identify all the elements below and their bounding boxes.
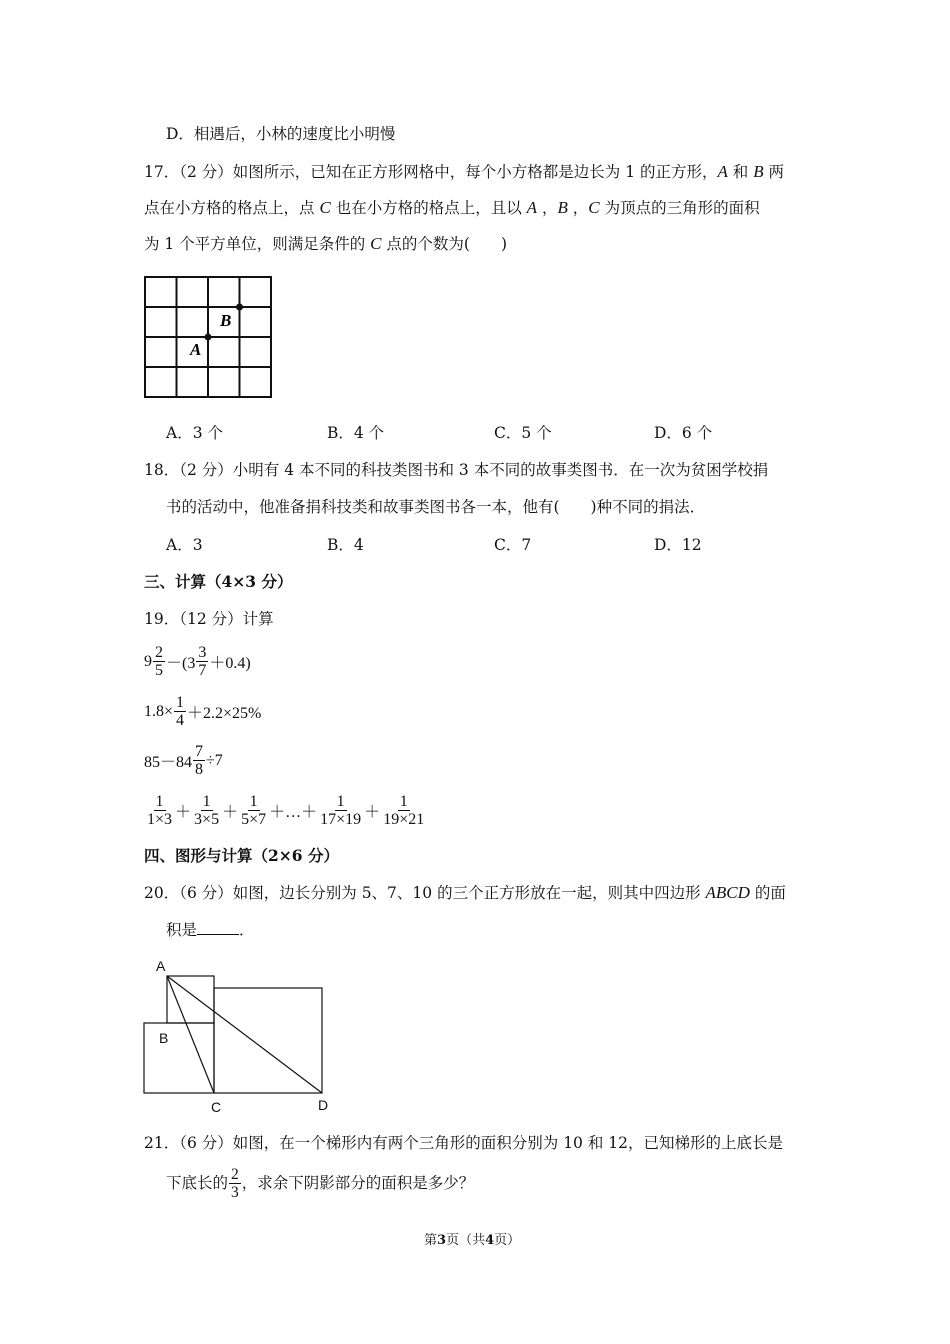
page-number: 3 (437, 1233, 447, 1248)
q17-option-d: D．6 个 (654, 424, 713, 442)
footer-text: 页（共 (446, 1233, 486, 1248)
grid-label-b: B (220, 311, 232, 330)
fraction-denominator: 3×5 (194, 811, 220, 828)
q17-line-3 (144, 233, 507, 255)
q17-text: 17．（2 分）如图所示，已知在正方形网格中，每个小方格都是边长为 1 的正方形， (144, 163, 718, 181)
fraction-denominator: 1×3 (147, 811, 173, 828)
q20-text: 积是 (166, 921, 198, 939)
q18-option-b: B．4 (327, 536, 364, 554)
fraction-denominator: 19×21 (383, 811, 425, 828)
q17-line-1 (144, 161, 784, 183)
point-c-symbol: C (370, 234, 382, 253)
fraction-denominator: 4 (176, 712, 185, 729)
mixed-whole: 9 (144, 652, 152, 670)
q18-line-1: 18．（2 分）小明有 4 本不同的科技类图书和 3 本不同的故事类图书．在一次为贫困学校捐 (144, 461, 769, 479)
q20-squares-figure (140, 955, 340, 1120)
q21-line-2 (166, 1162, 474, 1203)
fraction-numerator: 1 (155, 793, 164, 810)
q19-expression-3 (144, 743, 223, 778)
grid-label-a: A (190, 340, 202, 359)
plus-sign: ＋ (222, 804, 239, 821)
q17-line-2 (144, 197, 760, 219)
footer-text: 第 (424, 1233, 438, 1248)
q20-line-1 (144, 882, 786, 904)
q17-option-a: A．3 个 (166, 424, 223, 442)
q17-option-c: C．5 个 (494, 424, 552, 442)
q21-text: ，求余下阴影部分的面积是多少？ (241, 1174, 475, 1192)
q18-option-d: D．12 (654, 536, 702, 554)
point-a-dot (205, 334, 212, 341)
q17-text: 为 1 个平方单位，则满足条件的 (144, 235, 371, 253)
q17-text: 和 (727, 163, 754, 181)
q17-text: 点在小方格的格点上，点 (144, 199, 320, 217)
q20-line-2 (166, 919, 255, 941)
fraction-numerator: 1 (176, 694, 185, 711)
q19-expression-2 (144, 694, 261, 729)
fig-label-c: C (211, 1099, 222, 1115)
fig-label-a: A (156, 958, 166, 974)
q20-text: 的面 (749, 884, 786, 902)
footer-text: 页） (494, 1233, 521, 1248)
q16-option-d: D．相遇后，小林的速度比小明慢 (166, 125, 396, 143)
fig-label-b: B (159, 1030, 169, 1046)
q19-title: 19．（12 分）计算 (144, 610, 274, 628)
fraction-numerator: 2 (231, 1165, 239, 1183)
fraction-numerator: 3 (198, 644, 207, 661)
expression-text: ＋2.2×25% (187, 705, 262, 722)
point-b-symbol: B (557, 198, 568, 217)
section-3-heading: 三、计算（4×3 分） (144, 572, 293, 591)
point-c-symbol: C (319, 198, 331, 217)
fraction-denominator: 5 (155, 662, 163, 679)
q18-option-c: C．7 (494, 536, 532, 554)
fraction-denominator: 5×7 (241, 811, 267, 828)
q18-option-a: A．3 (166, 536, 203, 554)
expression-text: －(3 (166, 655, 196, 672)
point-b-symbol: B (753, 162, 764, 181)
q21-line-1: 21．（6 分）如图，在一个梯形内有两个三角形的面积分别为 10 和 12，已知梯形的上底长是 (144, 1134, 783, 1152)
plus-sign: ＋ (175, 804, 192, 821)
point-c-symbol: C (588, 198, 600, 217)
point-a-symbol: A (526, 198, 538, 217)
page-footer (424, 1229, 520, 1248)
q17-text: ， (537, 199, 558, 217)
point-a-symbol: A (717, 162, 728, 181)
q17-grid-figure (143, 275, 275, 401)
q17-text: ， (567, 199, 589, 217)
q17-text: 点的个数为( ) (381, 235, 508, 253)
fraction-numerator: 1 (202, 793, 211, 810)
q17-text: 为顶点的三角形的面积 (599, 199, 760, 217)
ellipsis-sign: ＋…＋ (269, 804, 318, 821)
q18-line-2: 书的活动中，他准备捐科技类和故事类图书各一本，他有( )种不同的捐法． (166, 498, 706, 516)
point-b-dot (236, 304, 243, 311)
total-pages: 4 (485, 1233, 495, 1248)
q19-expression-4 (144, 793, 427, 828)
fraction-denominator: 3 (231, 1183, 239, 1201)
expression-text: 1.8× (144, 702, 174, 720)
q19-expression-1 (144, 644, 251, 679)
q20-text: ． (239, 921, 255, 939)
fraction-numerator: 1 (399, 793, 408, 810)
fraction-denominator: 8 (195, 761, 204, 778)
expression-text: 85－84 (144, 754, 193, 771)
fraction-denominator: 7 (198, 662, 207, 679)
answer-blank (197, 920, 239, 935)
expression-text: ÷7 (206, 751, 223, 769)
q21-text: 下底长的 (166, 1174, 229, 1192)
plus-sign: ＋ (364, 804, 381, 821)
quadrilateral-name: ABCD (705, 883, 750, 902)
section-4-heading: 四、图形与计算（2×6 分） (144, 846, 339, 865)
q17-text: 也在小方格的格点上，且以 (330, 199, 527, 217)
q20-text: 20．（6 分）如图，边长分别为 5、7、10 的三个正方形放在一起，则其中四边形 (144, 884, 706, 902)
fraction-numerator: 7 (195, 743, 204, 760)
fraction-numerator: 2 (155, 644, 163, 661)
fraction-denominator: 17×19 (320, 811, 362, 828)
q17-option-b: B．4 个 (327, 424, 385, 442)
fraction-numerator: 1 (336, 793, 345, 810)
expression-text: ＋0.4) (209, 655, 251, 672)
q17-text: 两 (763, 163, 785, 181)
fig-label-d: D (318, 1097, 329, 1113)
fraction-numerator: 1 (249, 793, 258, 810)
